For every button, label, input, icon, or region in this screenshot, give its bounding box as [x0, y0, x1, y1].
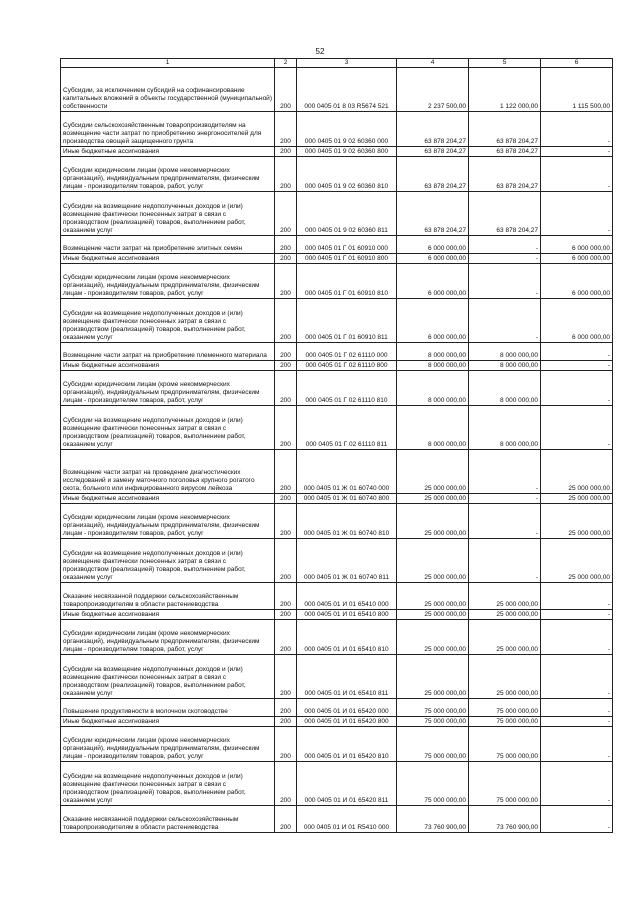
row-classification-code-cell: 000 0405 01 9 02 60360 000	[297, 112, 397, 147]
row-amount-col5-cell: -	[469, 539, 541, 583]
table-row	[61, 112, 613, 147]
row-amount-col6-cell: -	[541, 717, 613, 727]
row-classification-code-cell: 000 0405 01 Г 01 60910 810	[297, 264, 397, 299]
column-header: 2	[275, 59, 297, 68]
row-line-code-cell: 200	[275, 68, 297, 112]
row-name-cell: Субсидии юридическим лицам (кроме некоммерческих организаций), индивидуальным предпринимателям, физическим лицам - производителям товаров, работ, услуг	[61, 264, 275, 299]
row-amount-col6-cell: -	[541, 583, 613, 610]
row-amount-total-cell: 75 000 000,00	[397, 717, 469, 727]
row-name-cell: Субсидии на возмещение недополученных доходов и (или) возмещение фактически понесенных затрат в связи с производством (реализацией) товаров, выполнением работ, оказанием услуг	[61, 539, 275, 583]
row-amount-total-cell: 25 000 000,00	[397, 583, 469, 610]
row-classification-code-cell: 000 0405 01 И 01 65420 000	[297, 699, 397, 717]
row-classification-code-cell: 000 0405 01 Г 02 61110 810	[297, 371, 397, 406]
row-name-cell: Субсидии юридическим лицам (кроме некоммерческих организаций), индивидуальным предпринимателям, физическим лицам - производителям товаров, работ, услуг	[61, 504, 275, 539]
row-amount-col6-cell: -	[541, 406, 613, 450]
row-line-code-cell: 200	[275, 762, 297, 806]
row-amount-col5-cell: 73 760 900,00	[469, 806, 541, 833]
row-line-code-cell: 200	[275, 157, 297, 192]
row-amount-col6-cell: -	[541, 157, 613, 192]
row-amount-col6-cell: -	[541, 361, 613, 371]
row-amount-col5-cell: 63 878 204,27	[469, 157, 541, 192]
header-row	[61, 59, 613, 68]
row-name-cell: Иные бюджетные ассигнования	[61, 610, 275, 620]
row-amount-col6-cell: 25 000 000,00	[541, 539, 613, 583]
row-amount-col6-cell: -	[541, 371, 613, 406]
row-amount-col5-cell: -	[469, 450, 541, 494]
row-classification-code-cell: 000 0405 01 И 01 65410 800	[297, 610, 397, 620]
row-amount-total-cell: 25 000 000,00	[397, 450, 469, 494]
row-name-cell: Возмещение части затрат на приобретение племенного материала	[61, 343, 275, 361]
row-amount-col5-cell: 25 000 000,00	[469, 655, 541, 699]
row-amount-col6-cell: -	[541, 610, 613, 620]
row-amount-col5-cell: 75 000 000,00	[469, 699, 541, 717]
table-row	[61, 343, 613, 361]
row-amount-col5-cell: 8 000 000,00	[469, 343, 541, 361]
table-row	[61, 655, 613, 699]
row-name-cell: Субсидии на возмещение недополученных доходов и (или) возмещение фактически понесенных затрат в связи с производством (реализацией) товаров, выполнением работ, оказанием услуг	[61, 655, 275, 699]
row-name-cell: Возмещение части затрат на приобретение элитных семян	[61, 236, 275, 254]
row-line-code-cell: 200	[275, 610, 297, 620]
table-row	[61, 68, 613, 112]
row-amount-total-cell: 8 000 000,00	[397, 406, 469, 450]
table-row	[61, 539, 613, 583]
row-amount-col6-cell: 6 000 000,00	[541, 299, 613, 343]
row-line-code-cell: 200	[275, 539, 297, 583]
row-amount-col5-cell: 25 000 000,00	[469, 620, 541, 655]
table-row	[61, 157, 613, 192]
row-amount-col5-cell: 8 000 000,00	[469, 371, 541, 406]
row-line-code-cell: 200	[275, 299, 297, 343]
row-line-code-cell: 200	[275, 147, 297, 157]
row-amount-total-cell: 63 878 204,27	[397, 112, 469, 147]
row-line-code-cell: 200	[275, 620, 297, 655]
row-amount-col6-cell: 1 115 500,00	[541, 68, 613, 112]
row-name-cell: Субсидии, за исключением субсидий на софинансирование капитальных вложений в объекты государственной (муниципальной) собственности	[61, 68, 275, 112]
budget-table	[60, 58, 613, 833]
column-header: 1	[61, 59, 275, 68]
row-name-cell: Субсидии на возмещение недополученных доходов и (или) возмещение фактически понесенных затрат в связи с производством (реализацией) товаров, выполнением работ, оказанием услуг	[61, 299, 275, 343]
row-amount-total-cell: 6 000 000,00	[397, 236, 469, 254]
row-amount-col6-cell: -	[541, 655, 613, 699]
row-amount-total-cell: 25 000 000,00	[397, 494, 469, 504]
row-line-code-cell: 200	[275, 254, 297, 264]
row-classification-code-cell: 000 0405 01 И 01 65420 810	[297, 727, 397, 762]
table-row	[61, 610, 613, 620]
row-line-code-cell: 200	[275, 583, 297, 610]
row-amount-col5-cell: -	[469, 299, 541, 343]
row-amount-total-cell: 63 878 204,27	[397, 192, 469, 236]
row-amount-col5-cell: 8 000 000,00	[469, 406, 541, 450]
row-amount-total-cell: 2 237 500,00	[397, 68, 469, 112]
row-line-code-cell: 200	[275, 717, 297, 727]
table-row	[61, 450, 613, 494]
row-amount-col5-cell: 63 878 204,27	[469, 112, 541, 147]
row-name-cell: Оказание несвязанной поддержки сельскохозяйственным товаропроизводителям в области растениеводства	[61, 583, 275, 610]
row-amount-col5-cell: 75 000 000,00	[469, 762, 541, 806]
row-name-cell: Субсидии сельскохозяйственным товаропроизводителям на возмещение части затрат по приобретению энергоносителей для производства овощей защищенного грунта	[61, 112, 275, 147]
row-amount-col6-cell: -	[541, 727, 613, 762]
row-amount-col6-cell: -	[541, 762, 613, 806]
row-classification-code-cell: 000 0405 01 И 01 65420 800	[297, 717, 397, 727]
row-amount-col5-cell: 63 878 204,27	[469, 147, 541, 157]
row-name-cell: Иные бюджетные ассигнования	[61, 717, 275, 727]
row-amount-col5-cell: 25 000 000,00	[469, 610, 541, 620]
row-amount-total-cell: 63 878 204,27	[397, 157, 469, 192]
table-row	[61, 504, 613, 539]
row-line-code-cell: 200	[275, 343, 297, 361]
row-classification-code-cell: 000 0405 01 Г 01 60910 000	[297, 236, 397, 254]
row-amount-total-cell: 73 760 900,00	[397, 806, 469, 833]
table-row	[61, 299, 613, 343]
row-amount-col6-cell: -	[541, 192, 613, 236]
table-row	[61, 699, 613, 717]
row-name-cell: Субсидии юридическим лицам (кроме некоммерческих организаций), индивидуальным предпринимателям, физическим лицам - производителям товаров, работ, услуг	[61, 157, 275, 192]
row-classification-code-cell: 000 0405 01 Г 01 60910 800	[297, 254, 397, 264]
row-name-cell: Возмещение части затрат на проведение диагностических исследований и замену маточного поголовья крупного рогатого скота, больного или инфицированного вирусом лейкоза	[61, 450, 275, 494]
row-amount-total-cell: 25 000 000,00	[397, 610, 469, 620]
column-header: 3	[297, 59, 397, 68]
table-row	[61, 361, 613, 371]
table-row	[61, 762, 613, 806]
row-amount-col6-cell: -	[541, 343, 613, 361]
row-classification-code-cell: 000 0405 01 И 01 65420 811	[297, 762, 397, 806]
row-classification-code-cell: 000 0405 01 Ж 01 60740 000	[297, 450, 397, 494]
row-name-cell: Субсидии на возмещение недополученных доходов и (или) возмещение фактически понесенных затрат в связи с производством (реализацией) товаров, выполнением работ, оказанием услуг	[61, 762, 275, 806]
row-amount-col6-cell: -	[541, 147, 613, 157]
row-name-cell: Субсидии на возмещение недополученных доходов и (или) возмещение фактически понесенных затрат в связи с производством (реализацией) товаров, выполнением работ, оказанием услуг	[61, 192, 275, 236]
row-classification-code-cell: 000 0405 01 Ж 01 60740 811	[297, 539, 397, 583]
row-amount-total-cell: 25 000 000,00	[397, 539, 469, 583]
row-line-code-cell: 200	[275, 264, 297, 299]
row-amount-col6-cell: -	[541, 112, 613, 147]
row-amount-col5-cell: -	[469, 494, 541, 504]
row-name-cell: Оказание несвязанной поддержки сельскохозяйственным товаропроизводителям в области растениеводства	[61, 806, 275, 833]
row-classification-code-cell: 000 0405 01 И 01 65410 000	[297, 583, 397, 610]
row-amount-col5-cell: 63 878 204,27	[469, 192, 541, 236]
row-name-cell: Субсидии юридическим лицам (кроме некоммерческих организаций), индивидуальным предпринимателям, физическим лицам - производителям товаров, работ, услуг	[61, 371, 275, 406]
row-line-code-cell: 200	[275, 112, 297, 147]
row-classification-code-cell: 000 0405 01 Ж 01 60740 800	[297, 494, 397, 504]
row-amount-total-cell: 8 000 000,00	[397, 361, 469, 371]
row-classification-code-cell: 000 0405 01 9 02 60360 800	[297, 147, 397, 157]
row-amount-col5-cell: 75 000 000,00	[469, 727, 541, 762]
row-amount-col5-cell: -	[469, 264, 541, 299]
row-line-code-cell: 200	[275, 406, 297, 450]
row-line-code-cell: 200	[275, 192, 297, 236]
row-amount-col5-cell: -	[469, 254, 541, 264]
table-row	[61, 147, 613, 157]
table-row	[61, 236, 613, 254]
row-amount-col6-cell: -	[541, 620, 613, 655]
table-row	[61, 371, 613, 406]
row-amount-total-cell: 8 000 000,00	[397, 343, 469, 361]
row-line-code-cell: 200	[275, 494, 297, 504]
row-amount-col6-cell: 25 000 000,00	[541, 450, 613, 494]
row-classification-code-cell: 000 0405 01 Г 02 61110 800	[297, 361, 397, 371]
row-amount-col5-cell: 25 000 000,00	[469, 583, 541, 610]
row-name-cell: Иные бюджетные ассигнования	[61, 361, 275, 371]
table-row	[61, 192, 613, 236]
row-amount-total-cell: 25 000 000,00	[397, 620, 469, 655]
row-classification-code-cell: 000 0405 01 9 02 60360 810	[297, 157, 397, 192]
table-row	[61, 717, 613, 727]
row-amount-col6-cell: 6 000 000,00	[541, 254, 613, 264]
row-line-code-cell: 200	[275, 504, 297, 539]
row-classification-code-cell: 000 0405 01 Г 02 61110 811	[297, 406, 397, 450]
row-amount-col5-cell: 8 000 000,00	[469, 361, 541, 371]
column-header: 6	[541, 59, 613, 68]
row-name-cell: Иные бюджетные ассигнования	[61, 494, 275, 504]
row-line-code-cell: 200	[275, 371, 297, 406]
table-body	[61, 68, 613, 833]
row-amount-col5-cell: 1 122 000,00	[469, 68, 541, 112]
row-amount-col6-cell: 25 000 000,00	[541, 494, 613, 504]
table-row	[61, 727, 613, 762]
column-header: 5	[469, 59, 541, 68]
row-amount-col6-cell: 25 000 000,00	[541, 504, 613, 539]
row-line-code-cell: 200	[275, 655, 297, 699]
row-classification-code-cell: 000 0405 01 И 01 R5410 000	[297, 806, 397, 833]
page-number: 52	[315, 47, 325, 56]
table-row	[61, 494, 613, 504]
row-amount-total-cell: 25 000 000,00	[397, 504, 469, 539]
row-line-code-cell: 200	[275, 236, 297, 254]
row-amount-total-cell: 75 000 000,00	[397, 727, 469, 762]
row-amount-total-cell: 25 000 000,00	[397, 655, 469, 699]
row-amount-total-cell: 6 000 000,00	[397, 264, 469, 299]
row-classification-code-cell: 000 0405 01 И 01 65410 811	[297, 655, 397, 699]
row-name-cell: Субсидии юридическим лицам (кроме некоммерческих организаций), индивидуальным предпринимателям, физическим лицам - производителям товаров, работ, услуг	[61, 727, 275, 762]
row-classification-code-cell: 000 0405 01 Г 02 61110 000	[297, 343, 397, 361]
row-classification-code-cell: 000 0405 01 8 03 R5674 521	[297, 68, 397, 112]
row-amount-col6-cell: -	[541, 699, 613, 717]
row-amount-col6-cell: 6 000 000,00	[541, 236, 613, 254]
row-amount-total-cell: 75 000 000,00	[397, 699, 469, 717]
row-line-code-cell: 200	[275, 699, 297, 717]
table-row	[61, 806, 613, 833]
table-row	[61, 264, 613, 299]
row-amount-total-cell: 6 000 000,00	[397, 299, 469, 343]
row-name-cell: Повышение продуктивности в молочном скотоводстве	[61, 699, 275, 717]
row-classification-code-cell: 000 0405 01 И 01 65410 810	[297, 620, 397, 655]
row-line-code-cell: 200	[275, 450, 297, 494]
row-classification-code-cell: 000 0405 01 Г 01 60910 811	[297, 299, 397, 343]
row-amount-col6-cell: 6 000 000,00	[541, 264, 613, 299]
row-name-cell: Субсидии на возмещение недополученных доходов и (или) возмещение фактически понесенных затрат в связи с производством (реализацией) товаров, выполнением работ, оказанием услуг	[61, 406, 275, 450]
row-amount-total-cell: 6 000 000,00	[397, 254, 469, 264]
row-amount-total-cell: 8 000 000,00	[397, 371, 469, 406]
row-classification-code-cell: 000 0405 01 9 02 60360 811	[297, 192, 397, 236]
row-line-code-cell: 200	[275, 727, 297, 762]
row-name-cell: Иные бюджетные ассигнования	[61, 147, 275, 157]
row-name-cell: Иные бюджетные ассигнования	[61, 254, 275, 264]
column-header: 4	[397, 59, 469, 68]
table-row	[61, 583, 613, 610]
row-amount-col6-cell: -	[541, 806, 613, 833]
row-amount-total-cell: 63 878 204,27	[397, 147, 469, 157]
table-row	[61, 406, 613, 450]
row-amount-col5-cell: -	[469, 236, 541, 254]
row-amount-total-cell: 75 000 000,00	[397, 762, 469, 806]
table-row	[61, 254, 613, 264]
table-row	[61, 620, 613, 655]
row-classification-code-cell: 000 0405 01 Ж 01 60740 810	[297, 504, 397, 539]
row-name-cell: Субсидии юридическим лицам (кроме некоммерческих организаций), индивидуальным предпринимателям, физическим лицам - производителям товаров, работ, услуг	[61, 620, 275, 655]
row-amount-col5-cell: -	[469, 504, 541, 539]
row-line-code-cell: 200	[275, 361, 297, 371]
row-amount-col5-cell: 75 000 000,00	[469, 717, 541, 727]
row-line-code-cell: 200	[275, 806, 297, 833]
